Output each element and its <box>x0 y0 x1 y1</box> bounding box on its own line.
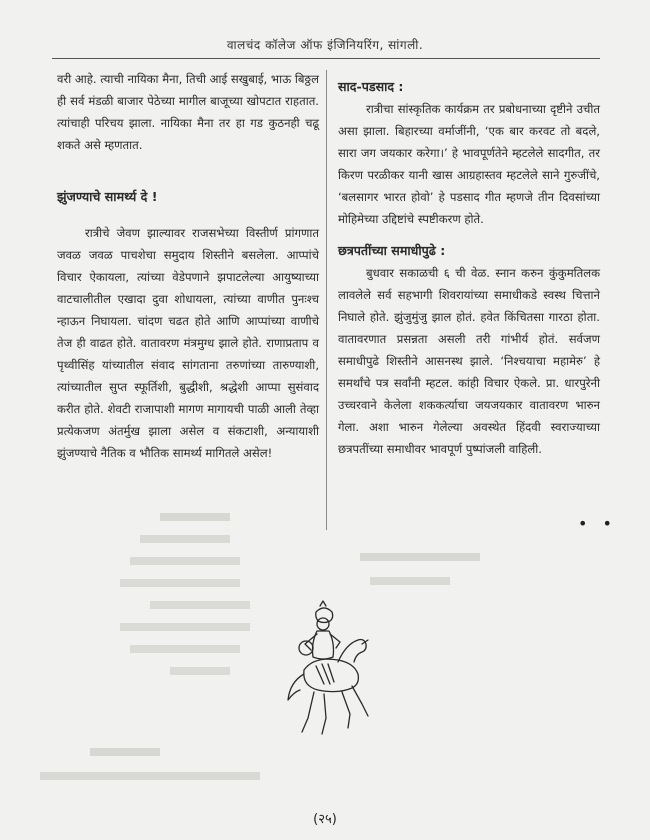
column-divider <box>326 70 327 530</box>
show-through-bottom <box>40 740 280 790</box>
show-through-right <box>360 545 520 605</box>
section-heading-samadhi: छत्रपतींच्या समाधीपुढे : <box>338 243 446 258</box>
horse-rider-illustration-icon <box>276 600 386 750</box>
section-heading-strength: झुंजण्याचे सामर्थ्य दे ! <box>57 189 158 204</box>
section-heading-echo: साद-पडसाद : <box>338 79 404 94</box>
header-rule <box>52 58 600 59</box>
show-through-left <box>120 505 280 725</box>
right-column <box>338 76 600 460</box>
page-number: (२५) <box>313 812 337 827</box>
right-paragraph-cultural: रात्रीचा सांस्कृतिक कार्यक्रम तर प्रबोधनाच्या दृष्टीने उचीत असा झाला. बिहारच्या वर्माजींनी, ‘एक बार करवट तो बदले, सारा जग जयकार करेगा।’ हे भावपूर्णतेने म्हटलेले सादगीत, तर किरण परळीकर यानी खास आग्रहास्तव म्हटलेले साने गुरुजींचे, ‘बलसागर भारत होवो’ हे पडसाद गीत म्हणजे तीन दिवसांच्या मोहिमेच्या उद्दिष्टांचे स्पष्टीकरण होते. <box>338 102 600 226</box>
right-paragraph-samadhi: बुधवार सकाळची ६ ची वेळ. स्नान करुन कुंकुमतिलक लावलेले सर्व सहभागी शिवरायांच्या समाधीकडे स्वस्थ चित्ताने निघाले होते. झुंजुमुंजु झाल होतं. हवेत किंचितसा गारठा होता. वातावरणात प्रसन्नता असली तरी गांभीर्य होतं. सर्वजण समाधीपुढे शिस्तीने आसनस्थ झाले. ‘निश्चयाचा महामेरु’ हे समर्थांचे पत्र सर्वांनी म्हटल. कांही विचार ऐकले. प्रा. धारपुरेनी उच्चरवाने केलेला शककर्त्याचा जयजयकार वातावरण भारुन गेला. अशा भारुन गेलेल्या अवस्थेत हिंदवी स्वराज्याच्या छत्रपतींच्या समाधीवर भावपूर्ण पुष्पांजली वाहिली. <box>338 266 600 456</box>
left-column <box>57 68 319 464</box>
left-paragraph-main: रात्रीचे जेवण झाल्यावर राजसभेच्या विस्तीर्ण प्रांगणात जवळ जवळ पाचशेचा समुदाय शिस्तीने बसलेला. आप्पांचे विचार ऐकायला, त्यांच्या वेडेपणाने झपाटलेल्या आयुष्याच्या वाटचालीतील एखादा दुवा शोधायला, त्यांच्या वाणीत पुनःश्च न्हाऊन निघायला. चांदण चढत होते आणि आप्पांच्या वाणीचे तेज ही वाढत होते. वातावरण मंत्रमुग्ध झाले होते. राणाप्रताप व पृथ्वीसिंह यांच्यातील संवाद सांगताना तरुणांच्या तारुण्याशी, त्यांच्यातील सुप्त स्फूर्तिशी, बुद्धीशी, श्रद्धेशी आप्पा सुसंवाद करीत होते. शेवटी राजापाशी मागण मागायची पाळी आली तेव्हा प्रत्येकजण अंतर्मुख झाला असेल व संकटाशी, अन्यायाशी झुंजण्याचे नैतिक व भौतिक सामर्थ्य मागितले असेल! <box>57 226 319 460</box>
end-mark: • • <box>578 514 617 533</box>
running-title: वालचंद कॉलेज ऑफ इंजिनियरिंग, सांगली. <box>226 38 424 52</box>
left-paragraph-continued: वरी आहे. त्याची नायिका मैना, तिची आई सखुबाई, भाऊ बिठ्ठल ही सर्व मंडळी बाजार पेठेच्या मागील बाजूच्या खोपटात राहतात. त्यांचाही परिचय झाला. नायिका मैना तर हा गड कुठनही चढू शकते असे म्हणतात. <box>57 72 319 152</box>
